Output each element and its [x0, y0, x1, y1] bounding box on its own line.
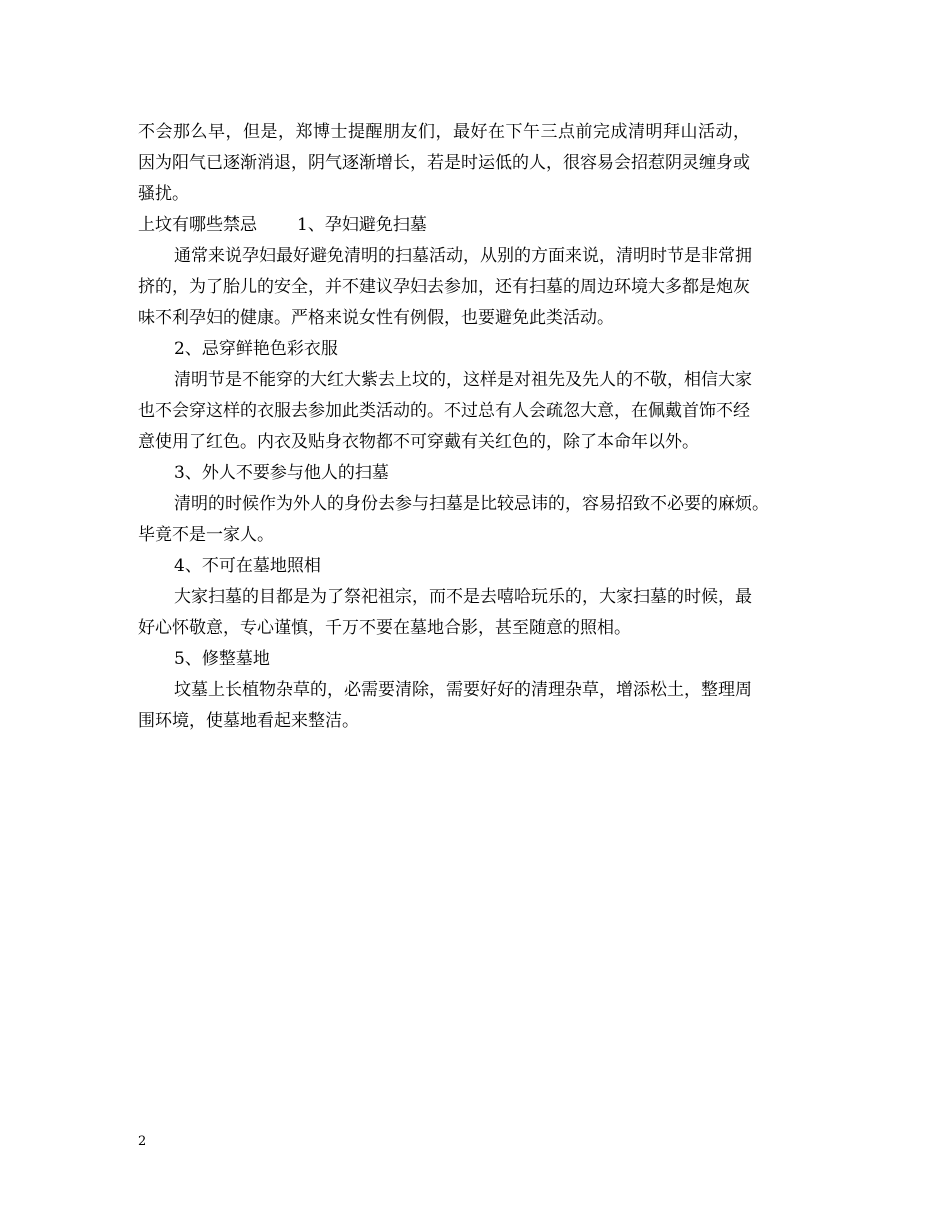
- subsection-title: 3、外人不要参与他人的扫墓: [174, 463, 389, 483]
- paragraph-line: 通常来说孕妇最好避免清明的扫墓活动，从别的方面来说，清明时节是非常拥: [174, 246, 752, 266]
- subsection-title: 2、忌穿鲜艳色彩衣服: [174, 339, 338, 359]
- paragraph-line: 大家扫墓的目都是为了祭祀祖宗，而不是去嘻哈玩乐的，大家扫墓的时候，最: [174, 587, 752, 607]
- paragraph-line: 味不利孕妇的健康。严格来说女性有例假，也要避免此类活动。: [138, 308, 614, 328]
- paragraph-line: 挤的，为了胎儿的安全，并不建议孕妇去参加，还有扫墓的周边环境大多都是炮灰: [138, 277, 750, 297]
- subsection-title: 1、孕妇避免扫墓: [297, 215, 427, 235]
- subsection-title: 5、修整墓地: [174, 649, 270, 669]
- document-body: [138, 117, 814, 737]
- paragraph-line: 毕竟不是一家人。: [138, 525, 274, 545]
- paragraph-line: 清明的时候作为外人的身份去参与扫墓是比较忌讳的，容易招致不必要的麻烦。: [174, 494, 769, 514]
- paragraph-line: 意使用了红色。内衣及贴身衣物都不可穿戴有关红色的，除了本命年以外。: [138, 432, 699, 452]
- paragraph-line: 清明节是不能穿的大红大紫去上坟的，这样是对祖先及先人的不敬，相信大家: [174, 370, 752, 390]
- paragraph-line: 骚扰。: [138, 184, 189, 204]
- page-number: 2: [138, 1134, 147, 1149]
- paragraph-line: 不会那么早，但是，郑博士提醒朋友们，最好在下午三点前完成清明拜山活动，: [138, 122, 751, 142]
- paragraph-line: 围环境，使墓地看起来整洁。: [138, 711, 359, 731]
- section-title: 上坟有哪些禁忌: [138, 215, 257, 235]
- paragraph-line: 因为阳气已逐渐消退，阴气逐渐增长，若是时运低的人，很容易会招惹阴灵缠身或: [138, 153, 750, 173]
- paragraph-line: 坟墓上长植物杂草的，必需要清除，需要好好的清理杂草，增添松土，整理周: [174, 680, 752, 700]
- section-heading-line: [138, 210, 814, 241]
- subsection-title: 4、不可在墓地照相: [174, 556, 321, 576]
- paragraph-line: 好心怀敬意，专心谨慎，千万不要在墓地合影，甚至随意的照相。: [138, 618, 631, 638]
- paragraph-line: 也不会穿这样的衣服去参加此类活动的。不过总有人会疏忽大意，在佩戴首饰不经: [138, 401, 750, 421]
